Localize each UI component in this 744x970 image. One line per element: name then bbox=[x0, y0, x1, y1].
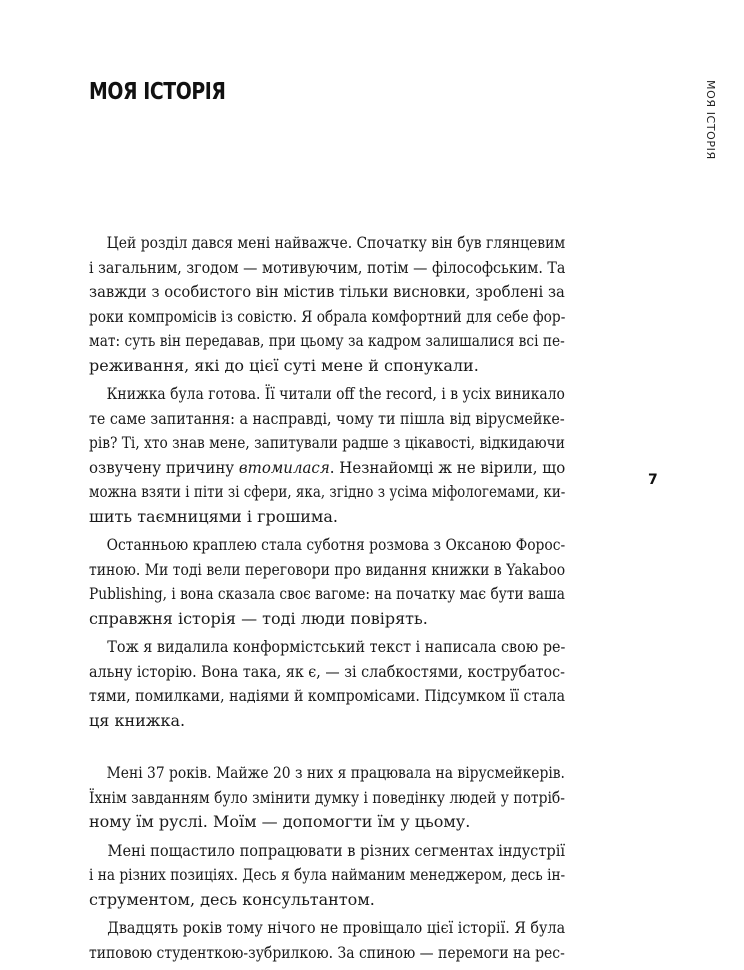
text-line: тиною. Ми тоді вели переговори про видання книжки в Yakaboo bbox=[89, 559, 566, 579]
text-line: Останньою краплею стала суботня розмова з Оксаною Форос- bbox=[89, 535, 566, 554]
italic-word: втомилася bbox=[238, 457, 330, 477]
text-line: Їхнім завданням було змінити думку і поведінку людей у потріб- bbox=[89, 787, 565, 807]
text-line: рів? Ті, хто знав мене, запитували радше з цікавості, відкидаючи bbox=[89, 433, 565, 452]
text-line: Тож я видалила конформістський текст і написала свою ре- bbox=[89, 637, 566, 656]
text-fragment: . Незнайомці ж не вірили, що bbox=[329, 457, 566, 477]
text-line-with-italic bbox=[89, 456, 566, 481]
text-line: завжди з особистого він містив тільки висновки, зроблені за bbox=[89, 282, 565, 301]
text-line: те саме запитання: а насправді, чому ти пішла від вірусмейке- bbox=[89, 408, 565, 428]
text-line: Мені пощастило попрацювати в різних сегментах індустрії bbox=[89, 840, 566, 860]
text-line: альну історію. Вона така, як є, — зі слабкостями, кострубатос- bbox=[89, 661, 565, 681]
text-line: шить таємницями і грошима. bbox=[89, 506, 338, 526]
text-line: тями, помилками, надіями й компромісами. Підсумком її стала bbox=[89, 686, 566, 705]
text-line: і загальним, згодом — мотивуючим, потім — філософським. Та bbox=[89, 257, 566, 277]
text-line: мат: суть він передавав, при цьому за кадром залишалися всі пе- bbox=[89, 331, 565, 350]
text-line: роки компромісів із совістю. Я обрала комфортний для себе фор- bbox=[89, 306, 566, 326]
text-line: реживання, які до цієї суті мене й спонукали. bbox=[89, 355, 479, 375]
text-line: ця книжка. bbox=[89, 710, 186, 730]
body-text bbox=[89, 231, 565, 965]
page-number: 7 bbox=[648, 472, 658, 488]
text-line: Книжка була готова. Її читали off the record, і в усіх виникало bbox=[89, 384, 565, 403]
text-line: Мені 37 років. Майже 20 з них я працювала на вірусмейкерів. bbox=[89, 763, 565, 782]
text-line: Двадцять років тому нічого не провіщало цієї історії. Я була bbox=[89, 918, 566, 937]
text-fragment: озвучену причину bbox=[89, 457, 239, 477]
text-line: типовою студенткою-зубрилкою. За спиною — перемоги на рес- bbox=[89, 942, 565, 962]
text-line: струментом, десь консультантом. bbox=[89, 889, 375, 909]
running-header: МОЯ ІСТОРІЯ bbox=[704, 80, 717, 160]
text-line: справжня історія — тоді люди повірять. bbox=[89, 608, 428, 628]
text-line: і на різних позиціях. Десь я була найманим менеджером, десь ін- bbox=[89, 865, 566, 884]
text-line: Publishing, і вона сказала своє вагоме: на початку має бути ваша bbox=[89, 584, 565, 603]
text-line: Цей розділ дався мені найважче. Спочатку він був глянцевим bbox=[89, 233, 566, 252]
chapter-title: МОЯ ІСТОРІЯ bbox=[89, 79, 226, 105]
text-line: ному їм руслі. Моїм — допомогти їм у цьому. bbox=[89, 812, 471, 831]
text-line: можна взяти і піти зі сфери, яка, згідно з усіма міфологемами, ки- bbox=[89, 482, 566, 501]
